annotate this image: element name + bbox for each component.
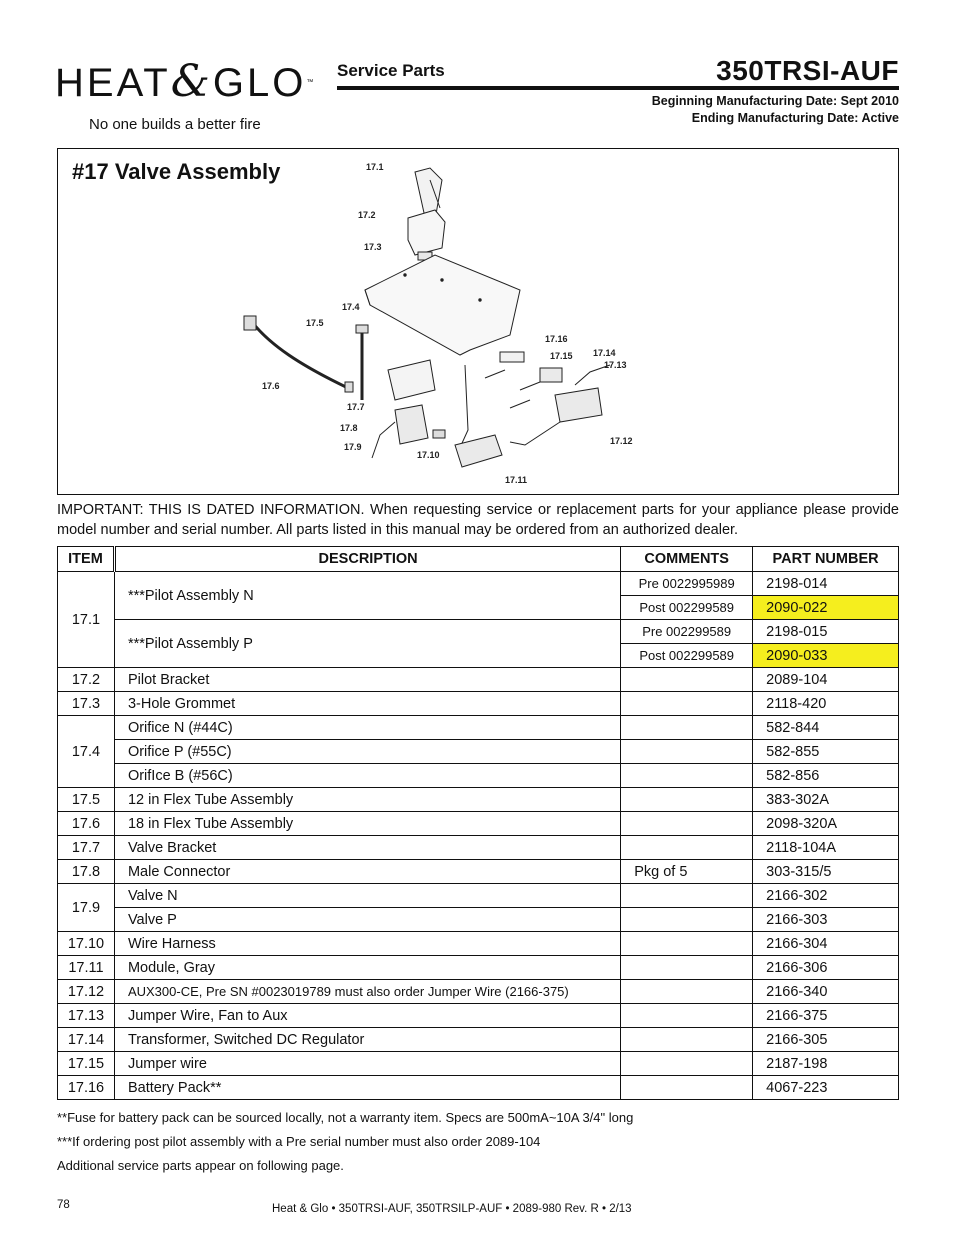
- item-cell: 17.7: [58, 836, 115, 860]
- table-row: [58, 764, 899, 788]
- table-row: [58, 572, 899, 596]
- item-cell: 17.16: [58, 1076, 115, 1100]
- col-header-part-number: PART NUMBER: [753, 547, 899, 572]
- callout-17-10: 17.10: [417, 450, 440, 460]
- part-number-cell: 2198-015: [753, 620, 899, 644]
- description-cell: Male Connector: [114, 860, 620, 884]
- table-row: [58, 860, 899, 884]
- table-row: [58, 812, 899, 836]
- callout-17-9: 17.9: [344, 442, 362, 452]
- description-cell: ***Pilot Assembly N: [114, 572, 620, 620]
- logo-ampersand: &: [170, 56, 213, 107]
- part-number-cell: 2166-375: [753, 1004, 899, 1028]
- table-row: [58, 884, 899, 908]
- item-cell: 17.11: [58, 956, 115, 980]
- description-cell: 12 in Flex Tube Assembly: [114, 788, 620, 812]
- col-header-description: DESCRIPTION: [114, 547, 620, 572]
- part-number-cell: 2187-198: [753, 1052, 899, 1076]
- comment-cell: [621, 1052, 753, 1076]
- part-number-cell: 2166-304: [753, 932, 899, 956]
- callout-17-6: 17.6: [262, 381, 280, 391]
- header-rule: [337, 86, 899, 90]
- part-number-cell: 2098-320A: [753, 812, 899, 836]
- comment-cell: Post 002299589: [621, 596, 753, 620]
- description-cell: Orifice N (#44C): [114, 716, 620, 740]
- table-row: [58, 1004, 899, 1028]
- logo-glo: GLO: [212, 61, 307, 105]
- table-row: [58, 668, 899, 692]
- item-cell: 17.2: [58, 668, 115, 692]
- part-number-cell-highlighted: 2090-033: [753, 644, 899, 668]
- part-number-cell-highlighted: 2090-022: [753, 596, 899, 620]
- comment-cell: [621, 956, 753, 980]
- item-cell: 17.10: [58, 932, 115, 956]
- part-number-cell: 4067-223: [753, 1076, 899, 1100]
- part-number-cell: 2166-340: [753, 980, 899, 1004]
- fuse-note: **Fuse for battery pack can be sourced locally, not a warranty item. Specs are 500mA~10A 3/4" long: [57, 1110, 634, 1125]
- table-row: [58, 980, 899, 1004]
- table-row: [58, 836, 899, 860]
- part-number-cell: 2166-305: [753, 1028, 899, 1052]
- col-header-comments: COMMENTS: [621, 547, 753, 572]
- part-number-cell: 2089-104: [753, 668, 899, 692]
- callout-17-14: 17.14: [593, 348, 616, 358]
- comment-cell: [621, 1076, 753, 1100]
- table-row: [58, 740, 899, 764]
- description-cell: Transformer, Switched DC Regulator: [114, 1028, 620, 1052]
- part-number-cell: 582-844: [753, 716, 899, 740]
- table-row: [58, 1052, 899, 1076]
- comment-cell: [621, 716, 753, 740]
- part-number-cell: 2166-303: [753, 908, 899, 932]
- item-cell: 17.9: [58, 884, 115, 932]
- part-number-cell: 2118-420: [753, 692, 899, 716]
- callout-17-12: 17.12: [610, 436, 633, 446]
- item-cell: 17.13: [58, 1004, 115, 1028]
- description-cell: Wire Harness: [114, 932, 620, 956]
- table-row: [58, 932, 899, 956]
- comment-cell: [621, 1004, 753, 1028]
- table-row: [58, 788, 899, 812]
- important-notice: IMPORTANT: THIS IS DATED INFORMATION. When requesting service or replacement parts for your appliance please provide model number and serial number. All parts listed in this manual may be ordered from an authorized dealer.: [57, 502, 899, 538]
- description-cell: AUX300-CE, Pre SN #0023019789 must also order Jumper Wire (2166-375): [114, 980, 620, 1004]
- item-cell: 17.1: [58, 572, 115, 668]
- callout-17-5: 17.5: [306, 318, 324, 328]
- comment-cell: [621, 812, 753, 836]
- description-cell: Jumper wire: [114, 1052, 620, 1076]
- item-cell: 17.4: [58, 716, 115, 788]
- item-cell: 17.15: [58, 1052, 115, 1076]
- comment-cell: Post 002299589: [621, 644, 753, 668]
- callout-17-13: 17.13: [604, 360, 627, 370]
- table-row: [58, 716, 899, 740]
- description-cell: Valve N: [114, 884, 620, 908]
- comment-cell: [621, 908, 753, 932]
- part-number-cell: 383-302A: [753, 788, 899, 812]
- description-cell: 3-Hole Grommet: [114, 692, 620, 716]
- item-cell: 17.14: [58, 1028, 115, 1052]
- part-number-cell: 2166-306: [753, 956, 899, 980]
- page-number: 78: [57, 1199, 70, 1211]
- comment-cell: [621, 740, 753, 764]
- footer-text: Heat & Glo • 350TRSI-AUF, 350TRSILP-AUF • 2089-980 Rev. R • 2/13: [272, 1203, 632, 1215]
- section-title: Service Parts: [337, 61, 445, 80]
- diagram-title: #17 Valve Assembly: [72, 159, 281, 184]
- description-cell: Valve Bracket: [114, 836, 620, 860]
- comment-cell: Pkg of 5: [621, 860, 753, 884]
- table-row: [58, 1076, 899, 1100]
- comment-cell: [621, 692, 753, 716]
- model-title: 350TRSI-AUF: [716, 55, 899, 86]
- description-cell: Jumper Wire, Fan to Aux: [114, 1004, 620, 1028]
- callout-17-7: 17.7: [347, 402, 365, 412]
- table-header-row: [58, 547, 899, 572]
- comment-cell: [621, 884, 753, 908]
- item-cell: 17.6: [58, 812, 115, 836]
- comment-cell: [621, 764, 753, 788]
- callout-17-3: 17.3: [364, 242, 382, 252]
- part-number-cell: 2198-014: [753, 572, 899, 596]
- item-cell: 17.3: [58, 692, 115, 716]
- description-cell: Valve P: [114, 908, 620, 932]
- begin-date: Beginning Manufacturing Date: Sept 2010: [651, 94, 899, 108]
- comment-cell: [621, 788, 753, 812]
- part-number-cell: 582-856: [753, 764, 899, 788]
- heat-glo-logo: [55, 56, 314, 107]
- parts-table: [57, 546, 899, 1100]
- part-number-cell: 582-855: [753, 740, 899, 764]
- description-cell: Module, Gray: [114, 956, 620, 980]
- description-cell: ***Pilot Assembly P: [114, 620, 620, 668]
- part-number-cell: 2166-302: [753, 884, 899, 908]
- description-cell: Battery Pack**: [114, 1076, 620, 1100]
- description-cell: 18 in Flex Tube Assembly: [114, 812, 620, 836]
- description-cell: OrifIce B (#56C): [114, 764, 620, 788]
- table-row: [58, 620, 899, 644]
- table-row: [58, 956, 899, 980]
- callout-17-4: 17.4: [342, 302, 360, 312]
- item-cell: 17.5: [58, 788, 115, 812]
- comment-cell: [621, 668, 753, 692]
- description-cell: Orifice P (#55C): [114, 740, 620, 764]
- part-number-cell: 2118-104A: [753, 836, 899, 860]
- additional-parts-note: Additional service parts appear on following page.: [57, 1158, 344, 1173]
- callout-17-8: 17.8: [340, 423, 358, 433]
- logo-trademark: ™: [306, 79, 314, 86]
- table-row: [58, 908, 899, 932]
- comment-cell: Pre 002299589: [621, 620, 753, 644]
- logo-heat: HEAT: [55, 61, 171, 105]
- callout-17-16: 17.16: [545, 334, 568, 344]
- comment-cell: [621, 980, 753, 1004]
- callout-17-11: 17.11: [505, 475, 528, 485]
- comment-cell: [621, 836, 753, 860]
- valve-assembly-diagram: [230, 160, 680, 490]
- item-cell: 17.8: [58, 860, 115, 884]
- callout-17-1: 17.1: [366, 162, 384, 172]
- part-number-cell: 303-315/5: [753, 860, 899, 884]
- comment-cell: [621, 1028, 753, 1052]
- comment-cell: Pre 0022995989: [621, 572, 753, 596]
- description-cell: Pilot Bracket: [114, 668, 620, 692]
- comment-cell: [621, 932, 753, 956]
- callout-17-2: 17.2: [358, 210, 376, 220]
- col-header-item: ITEM: [58, 547, 115, 572]
- tagline: No one builds a better fire: [89, 116, 261, 133]
- end-date: Ending Manufacturing Date: Active: [691, 111, 899, 125]
- item-cell: 17.12: [58, 980, 115, 1004]
- table-row: [58, 1028, 899, 1052]
- pilot-note: ***If ordering post pilot assembly with a Pre serial number must also order 2089-104: [57, 1134, 541, 1149]
- callout-17-15: 17.15: [550, 351, 573, 361]
- table-row: [58, 692, 899, 716]
